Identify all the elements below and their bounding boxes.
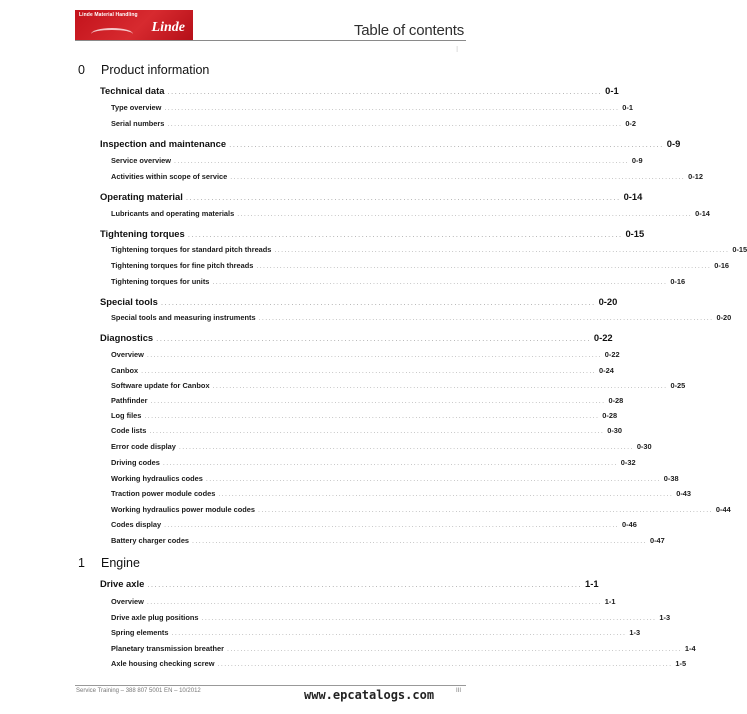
toc-subentry-page: 0-14 — [695, 209, 710, 218]
toc-subentry-page: 0-15 — [732, 245, 747, 254]
toc-subentry[interactable] — [111, 313, 732, 322]
toc-subentry-page: 1-3 — [629, 628, 641, 637]
toc-subentry-title: Overview — [111, 350, 144, 359]
footer-page-number: III — [456, 688, 462, 694]
toc-subentry[interactable] — [111, 489, 692, 498]
toc-subentry-title: Driving codes — [111, 458, 160, 467]
leader-dots: ........................................................................................................................................ — [258, 315, 714, 322]
toc-subentry-title: Overview — [111, 597, 144, 606]
leader-dots: ........................................................................................................................................ — [141, 368, 597, 375]
leader-dots: ........................................................................................................................................ — [258, 507, 713, 514]
page-mark: I — [456, 45, 459, 54]
leader-dots: ........................................................................................................................................ — [171, 630, 627, 637]
toc-subentry-title: Tightening torques for units — [111, 277, 210, 286]
toc-subentry-title: Traction power module codes — [111, 489, 216, 498]
toc-entry-title: Inspection and maintenance — [100, 138, 227, 149]
toc-subentry-page: 0-46 — [622, 520, 637, 529]
toc-subentry-page: 0-12 — [688, 172, 703, 181]
toc-subentry-page: 1-5 — [675, 659, 687, 668]
toc-subentry-title: Working hydraulics codes — [111, 474, 203, 483]
company-name: Linde Material Handling — [79, 12, 138, 18]
toc-subentry[interactable] — [111, 172, 703, 181]
toc-subentry[interactable] — [111, 277, 686, 286]
toc-subentry[interactable] — [111, 597, 616, 606]
toc-entry-title: Drive axle — [100, 578, 145, 589]
leader-dots: ........................................................................................................................................ — [150, 398, 606, 405]
leader-dots: ........................................................................................................................................ — [144, 413, 600, 420]
leader-dots: ........................................................................................................................................ — [149, 428, 605, 435]
toc-subentry-page: 0-28 — [608, 396, 624, 405]
header-divider — [75, 40, 466, 41]
leader-dots: ........................................................................................................................ — [160, 298, 596, 307]
toc-entry-page: 0-14 — [623, 191, 643, 202]
leader-dots: ........................................................................................................................................ — [226, 646, 682, 653]
toc-subentry[interactable] — [111, 103, 633, 112]
toc-subentry-title: Drive axle plug positions — [111, 613, 199, 622]
toc-subentry[interactable] — [111, 520, 637, 529]
toc-subentry-title: Working hydraulics power module codes — [111, 505, 256, 514]
leader-dots: ........................................................................................................................................ — [164, 105, 620, 112]
section-heading — [78, 63, 209, 77]
toc-subentry[interactable] — [111, 442, 652, 451]
toc-subentry-title: Code lists — [111, 426, 147, 435]
leader-dots: ........................................................................................................................................ — [146, 352, 602, 359]
toc-subentry-page: 0-9 — [631, 156, 643, 165]
leader-dots: ........................................................................................................................................ — [192, 538, 647, 545]
toc-subentry-page: 0-1 — [622, 103, 633, 112]
toc-subentry-title: Tightening torques for fine pitch threads — [111, 261, 254, 270]
leader-dots: ........................................................................................................................................ — [146, 599, 602, 606]
leader-dots: ........................................................................................................................................ — [218, 491, 674, 498]
toc-subentry-page: 0-43 — [676, 489, 692, 498]
toc-subentry-title: Battery charger codes — [111, 536, 190, 545]
toc-subentry[interactable] — [111, 426, 623, 435]
toc-subentry-page: 0-44 — [715, 505, 731, 514]
toc-subentry[interactable] — [111, 366, 614, 375]
toc-subentry-title: Axle housing checking screw — [111, 659, 215, 668]
toc-subentry-page: 0-22 — [604, 350, 620, 359]
toc-subentry[interactable] — [111, 119, 636, 128]
toc-subentry[interactable] — [111, 261, 730, 270]
footer-watermark-url: www.epcatalogs.com — [304, 688, 435, 702]
toc-subentry[interactable] — [111, 659, 687, 668]
leader-dots: ........................................................................................................................................ — [212, 279, 668, 286]
toc-subentry-title: Serial numbers — [111, 119, 165, 128]
toc-subentry-page: 0-47 — [649, 536, 665, 545]
toc-subentry-page: 0-25 — [670, 381, 686, 390]
toc-entry[interactable] — [100, 228, 645, 239]
brand-wordmark: Linde — [151, 20, 185, 35]
toc-entry-page: 0-22 — [593, 332, 613, 343]
toc-entry[interactable] — [100, 85, 619, 96]
toc-subentry-title: Lubricants and operating materials — [111, 209, 235, 218]
toc-subentry[interactable] — [111, 536, 665, 545]
section-title: Product information — [101, 63, 210, 77]
toc-subentry-title: Service overview — [111, 156, 171, 165]
toc-subentry-page: 0-28 — [602, 411, 618, 420]
toc-entry[interactable] — [100, 296, 618, 307]
leader-dots: ........................................................................................................................ — [167, 87, 603, 96]
toc-subentry-page: 0-16 — [714, 261, 730, 270]
toc-entry[interactable] — [100, 578, 599, 589]
toc-subentry-title: Canbox — [111, 366, 139, 375]
toc-entry-title: Operating material — [100, 191, 183, 202]
toc-subentry[interactable] — [111, 628, 641, 637]
leader-dots: ........................................................................................................................................ — [174, 158, 629, 165]
toc-subentry[interactable] — [111, 350, 620, 359]
leader-dots: ........................................................................................................................................ — [217, 661, 673, 668]
leader-dots: ........................................................................................................................ — [229, 140, 664, 149]
leader-dots: ........................................................................................................................................ — [237, 211, 693, 218]
toc-subentry[interactable] — [111, 411, 618, 420]
toc-subentry[interactable] — [111, 396, 624, 405]
toc-subentry-title: Tightening torques for standard pitch threads — [111, 245, 272, 254]
toc-subentry-title: Codes display — [111, 520, 162, 529]
leader-dots: ........................................................................................................................ — [187, 230, 623, 239]
toc-subentry[interactable] — [111, 156, 643, 165]
leader-dots: ........................................................................................................................................ — [164, 522, 620, 529]
section-number: 1 — [78, 556, 85, 570]
toc-subentry-title: Spring elements — [111, 628, 169, 637]
footer-divider — [75, 685, 466, 686]
leader-dots: ........................................................................................................................................ — [274, 247, 730, 254]
toc-subentry-title: Error code display — [111, 442, 176, 451]
toc-entry-page: 0-9 — [666, 138, 681, 149]
toc-subentry-title: Activities within scope of service — [111, 172, 228, 181]
toc-subentry-title: Planetary transmission breather — [111, 644, 224, 653]
toc-subentry[interactable] — [111, 381, 686, 390]
toc-subentry[interactable] — [111, 613, 671, 622]
toc-subentry-page: 0-32 — [620, 458, 636, 467]
toc-entry[interactable] — [100, 138, 681, 149]
toc-subentry-title: Log files — [111, 411, 142, 420]
section-heading — [78, 556, 140, 570]
toc-entry-title: Diagnostics — [100, 332, 154, 343]
toc-entry[interactable] — [100, 191, 643, 202]
linde-logo — [75, 10, 193, 40]
toc-subentry-page: 0-24 — [599, 366, 614, 375]
toc-subentry[interactable] — [111, 458, 636, 467]
section-title: Engine — [101, 556, 140, 570]
toc-subentry-title: Software update for Canbox — [111, 381, 210, 390]
toc-entry[interactable] — [100, 332, 613, 343]
toc-entry-page: 0-1 — [605, 85, 619, 96]
leader-dots: ........................................................................................................................................ — [167, 121, 623, 128]
toc-subentry[interactable] — [111, 644, 696, 653]
toc-subentry-page: 1-3 — [659, 613, 671, 622]
toc-subentry[interactable] — [111, 209, 710, 218]
toc-subentry-page: 0-30 — [636, 442, 652, 451]
toc-entry-page: 0-15 — [625, 228, 645, 239]
leader-dots: ........................................................................................................................................ — [230, 174, 686, 181]
footer-document-info: Service Training – 388 807 5001 EN – 10/2012 — [76, 688, 201, 694]
toc-entry-title: Technical data — [100, 85, 165, 96]
toc-entry-page: 1-1 — [585, 578, 599, 589]
toc-subentry-page: 1-1 — [604, 597, 616, 606]
toc-subentry-page: 0-38 — [663, 474, 679, 483]
toc-entry-page: 0-20 — [598, 296, 618, 307]
toc-subentry-page: 0-20 — [716, 313, 732, 322]
toc-subentry-title: Special tools and measuring instruments — [111, 313, 256, 322]
page-title: Table of contents — [353, 22, 464, 39]
leader-dots: ........................................................................................................................................ — [201, 615, 657, 622]
section-number: 0 — [78, 63, 85, 77]
toc-subentry[interactable] — [111, 474, 679, 483]
leader-dots: ........................................................................................................................................ — [178, 444, 634, 451]
toc-entry-title: Tightening torques — [100, 228, 185, 239]
toc-entry-title: Special tools — [100, 296, 158, 307]
toc-subentry-title: Pathfinder — [111, 396, 148, 405]
leader-dots: ........................................................................................................................................ — [256, 263, 712, 270]
leader-dots: ........................................................................................................................ — [156, 334, 591, 343]
leader-dots: ........................................................................................................................................ — [212, 383, 668, 390]
toc-subentry[interactable] — [111, 245, 747, 254]
leader-dots: ........................................................................................................................ — [185, 193, 621, 202]
toc-subentry-page: 1-4 — [684, 644, 696, 653]
leader-dots: ........................................................................................................................ — [147, 580, 583, 589]
toc-subentry-page: 0-2 — [625, 119, 636, 128]
logo-swoosh-icon — [91, 28, 133, 40]
toc-subentry-page: 0-30 — [607, 426, 623, 435]
toc-subentry[interactable] — [111, 505, 731, 514]
toc-subentry-page: 0-16 — [670, 277, 686, 286]
leader-dots: ........................................................................................................................................ — [162, 460, 618, 467]
toc-subentry-title: Type overview — [111, 103, 162, 112]
leader-dots: ........................................................................................................................................ — [205, 476, 661, 483]
